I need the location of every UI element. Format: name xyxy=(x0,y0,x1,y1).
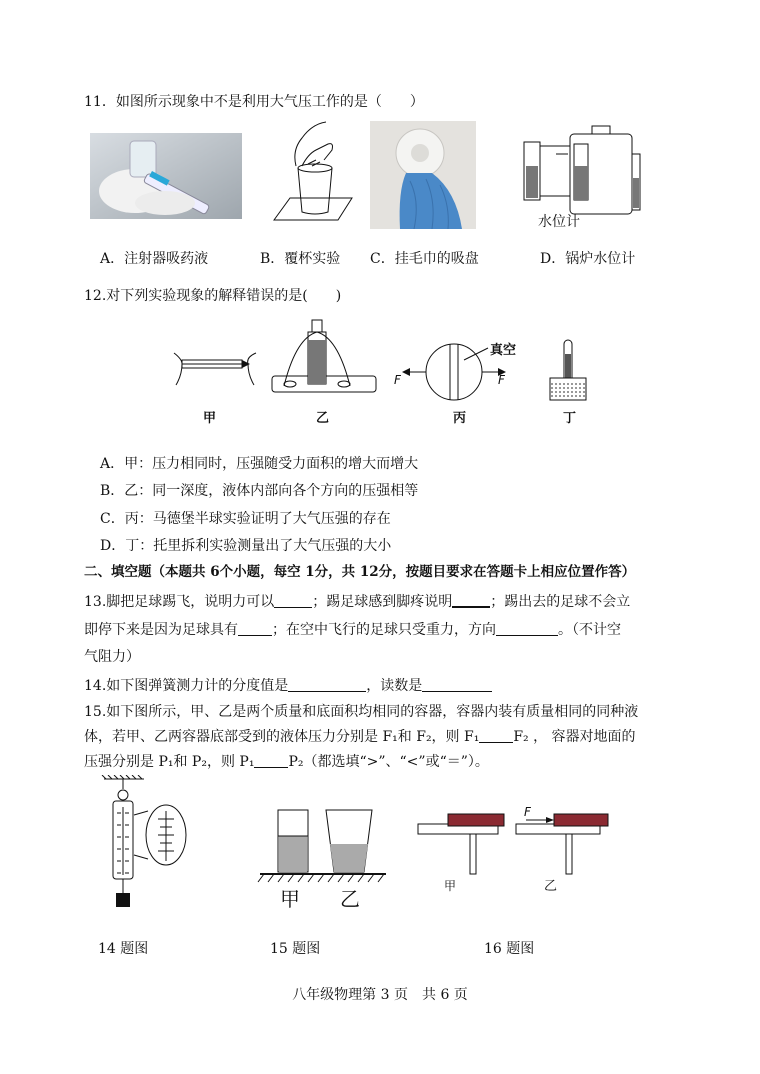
q13-line3: 气阻力） xyxy=(84,649,140,665)
pencil-pressure-figure xyxy=(172,345,258,395)
q11-option-d: D．锅炉水位计 xyxy=(540,251,636,267)
magdeburg-figure xyxy=(392,338,522,404)
q12-option-c: C．丙：马德堡半球实验证明了大气压强的存在 xyxy=(100,511,391,527)
page-footer: 八年级物理第 3 页 共 6 页 xyxy=(292,987,468,1003)
q15-blank-2[interactable] xyxy=(254,753,288,768)
q11-option-b: B．覆杯实验 xyxy=(260,251,341,267)
fig15-caption: 15 题图 xyxy=(270,941,321,957)
q13-blank-2[interactable] xyxy=(452,592,490,608)
q13-line2: 即停下来是因为足球具有 ；在空中飞行的足球只受重力，方向 。（不计空 xyxy=(84,622,621,638)
force-label-left: F xyxy=(394,373,401,387)
q12-option-b: B．乙：同一深度，液体内部向各个方向的压强相等 xyxy=(100,483,419,499)
liquid-pressure-figure xyxy=(270,318,378,398)
boiler-gauge-figure xyxy=(516,124,646,230)
q15-line1: 15.如下图所示，甲、乙是两个质量和底面积均相同的容器，容器内装有质量相同的同种液 xyxy=(84,704,639,720)
q12-option-a: A．甲：压力相同时，压强随受力面积的增大而增大 xyxy=(100,456,419,472)
suction-cup-photo xyxy=(370,121,476,229)
q12-stem: 12.对下列实验现象的解释错误的是( ) xyxy=(84,288,342,304)
fig14-caption: 14 题图 xyxy=(98,941,149,957)
blocks-figure xyxy=(414,806,614,896)
fig-ding-label: 丁 xyxy=(563,411,577,426)
torricelli-figure xyxy=(546,338,590,402)
spring-scale-figure xyxy=(96,775,192,915)
q11-stem: 11．如图所示现象中不是利用大气压工作的是（ ） xyxy=(84,94,424,110)
force-label-right: F xyxy=(498,373,505,387)
fig-jia-label: 甲 xyxy=(203,411,217,426)
syringe-photo xyxy=(90,133,242,219)
q13-line1: 13.脚把足球踢飞，说明力可以 ；踢足球感到脚疼说明 ；踢出去的足球不会立 xyxy=(84,594,631,610)
container-jia-label: 甲 xyxy=(280,887,300,911)
fig-bing-label: 丙 xyxy=(453,411,467,426)
block-yi-label: 乙 xyxy=(544,879,558,894)
q14-line: 14.如下图弹簧测力计的分度值是 ，读数是 xyxy=(84,676,492,696)
q12-option-d: D．丁：托里拆利实验测量出了大气压强的大小 xyxy=(100,538,392,554)
cup-experiment-figure xyxy=(268,120,354,225)
containers-figure xyxy=(256,806,392,912)
section2-title: 二、填空题（本题共 6个小题，每空 1分，共 12分，按题目要求在答题卡上相应位置作答） xyxy=(84,564,636,580)
q13-blank-1[interactable] xyxy=(274,593,312,608)
q15-blank-1[interactable] xyxy=(479,728,513,743)
block-jia-label: 甲 xyxy=(444,879,457,893)
fig-yi-label: 乙 xyxy=(316,411,330,426)
q15-line2: 体，若甲、乙两容器底部受到的液体压力分别是 F₁和 F₂，则 F₁ F₂ ， 容器对地面的 xyxy=(84,729,636,745)
q11-option-c: C．挂毛巾的吸盘 xyxy=(370,251,479,267)
q15-line3: 压强分别是 P₁和 P₂，则 P₁ P₂（都选填“>”、“<”或“＝”）。 xyxy=(84,754,489,770)
vacuum-label: 真空 xyxy=(490,343,517,358)
fig16-caption: 16 题图 xyxy=(484,941,535,957)
water-gauge-label: 水位计 xyxy=(538,214,580,230)
q13-blank-4[interactable] xyxy=(496,621,558,636)
q13-blank-3[interactable] xyxy=(238,621,272,636)
q14-blank-1[interactable] xyxy=(288,677,366,692)
push-force-label: F xyxy=(524,806,531,819)
q11-option-a: A．注射器吸药液 xyxy=(100,251,209,267)
container-yi-label: 乙 xyxy=(340,887,360,911)
q14-blank-2[interactable] xyxy=(422,677,492,692)
